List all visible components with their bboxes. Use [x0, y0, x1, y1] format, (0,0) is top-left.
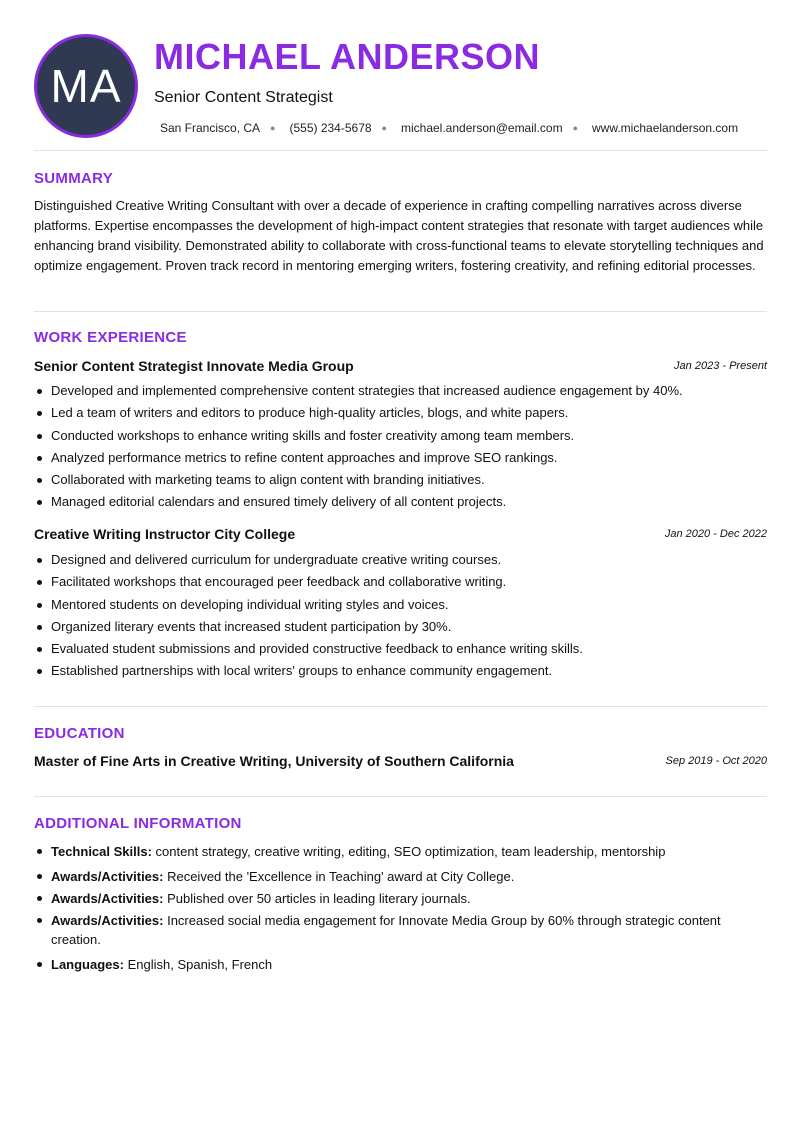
avatar — [34, 34, 138, 138]
job-bullets — [34, 551, 767, 685]
list-item: Conducted workshops to enhance writing skills and foster creativity among team members. — [34, 427, 767, 449]
list-item — [34, 911, 767, 949]
divider — [34, 796, 767, 797]
contact-email[interactable]: michael.anderson@email.com — [400, 121, 563, 135]
resume-header — [34, 34, 767, 136]
candidate-name: MICHAEL ANDERSON — [154, 36, 541, 77]
education-heading: EDUCATION — [34, 725, 125, 742]
item-label: Awards/Activities: — [51, 869, 164, 884]
item-text: Received the 'Excellence in Teaching' award at City College. — [163, 869, 515, 884]
list-item: Analyzed performance metrics to refine content approaches and improve SEO rankings. — [34, 449, 767, 471]
item-text: English, Spanish, French — [123, 957, 273, 972]
item-label: Languages: — [51, 957, 124, 972]
list-item: Led a team of writers and editors to produce high-quality articles, blogs, and white papers. — [34, 404, 767, 426]
contact-location: San Francisco, CA — [160, 121, 261, 135]
job-dates: Jan 2020 - Dec 2022 — [664, 528, 767, 540]
list-item: Collaborated with marketing teams to align content with branding initiatives. — [34, 471, 767, 493]
degree: Master of Fine Arts in Creative Writing, University of Southern California — [34, 753, 514, 769]
education-entry — [34, 753, 767, 771]
job-role: Creative Writing Instructor City College — [34, 526, 296, 542]
list-item: Organized literary events that increased student participation by 30%. — [34, 618, 767, 640]
item-label: Technical Skills: — [51, 844, 152, 859]
education-dates: Sep 2019 - Oct 2020 — [665, 755, 767, 767]
job-header — [34, 358, 767, 376]
item-text: Increased social media engagement for Innovate Media Group by 60% through strategic content creation. — [51, 913, 721, 947]
job-dates: Jan 2023 - Present — [674, 360, 767, 372]
additional-info-heading: ADDITIONAL INFORMATION — [34, 815, 242, 832]
divider — [34, 150, 767, 151]
list-item: Facilitated workshops that encouraged peer feedback and collaborative writing. — [34, 573, 767, 595]
additional-info-list — [34, 842, 767, 974]
list-item: Developed and implemented comprehensive content strategies that increased audience engagement by 40%. — [34, 382, 767, 404]
list-item — [34, 842, 767, 861]
divider — [34, 311, 767, 312]
summary-heading: SUMMARY — [34, 170, 114, 187]
list-item: Established partnerships with local writers' groups to enhance community engagement. — [34, 662, 767, 684]
list-item — [34, 889, 767, 908]
list-item: Evaluated student submissions and provided constructive feedback to enhance writing skills. — [34, 640, 767, 662]
avatar-initials: MA — [50, 60, 122, 112]
item-label: Awards/Activities: — [51, 913, 164, 928]
job-bullets — [34, 382, 767, 516]
list-item: Managed editorial calendars and ensured timely delivery of all content projects. — [34, 493, 767, 515]
candidate-title: Senior Content Strategist — [154, 89, 333, 106]
contact-phone: (555) 234-5678 — [289, 121, 372, 135]
separator-dot-icon: ● — [270, 123, 276, 133]
summary-text: Distinguished Creative Writing Consultant with over a decade of experience in crafting compelling narratives across diverse platforms. Expertise encompasses the development of high-impact content strategies that resonate with target audiences while enhancing brand visibility. Demonstrated ability to collaborate with cross-functional teams to elevate storytelling techniques and optimize engagement. Proven track record in mentoring emerging writers, fostering creativity, and refining editorial processes. — [34, 198, 764, 273]
list-item — [34, 955, 767, 974]
contact-line — [160, 121, 738, 135]
separator-dot-icon: ● — [572, 123, 579, 133]
divider — [34, 706, 767, 707]
item-text: Published over 50 articles in leading literary journals. — [163, 891, 471, 906]
work-experience-heading: WORK EXPERIENCE — [34, 329, 187, 346]
list-item: Designed and delivered curriculum for undergraduate creative writing courses. — [34, 551, 767, 573]
contact-website[interactable]: www.michaelanderson.com — [592, 121, 739, 135]
separator-dot-icon: ● — [381, 123, 387, 133]
list-item: Mentored students on developing individual writing styles and voices. — [34, 596, 767, 618]
job-role: Senior Content Strategist Innovate Media Group — [34, 358, 354, 374]
job-header — [34, 526, 767, 544]
list-item — [34, 867, 767, 886]
item-text: content strategy, creative writing, editing, SEO optimization, team leadership, mentorship — [151, 844, 666, 859]
item-label: Awards/Activities: — [51, 891, 164, 906]
